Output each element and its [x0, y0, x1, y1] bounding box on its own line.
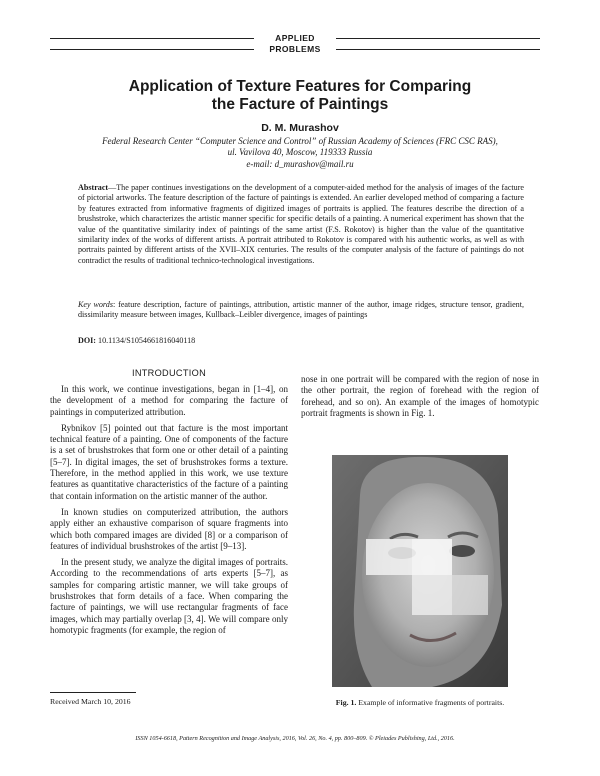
portrait-image — [332, 455, 508, 687]
body-paragraph: Rybnikov [5] pointed out that facture is the most important technical feature of a painting. One of components of the facture is a set of brushstrokes that form one or other detail of a painting [5–7]. In digital images, the set of brushstrokes forms a texture. Therefore, in the method applied in this work, we use texture features as quantitative characteristics of the facture of a painting that contain information on the artistic manner of the author. — [50, 422, 288, 501]
fragment-cheek-right — [452, 575, 488, 615]
author-name: D. M. Murashov — [261, 122, 339, 134]
received-date: Received March 10, 2016 — [50, 697, 131, 706]
body-paragraph: In known studies on computerized attribution, the authors apply either an exhaustive comparison of square fragments into which both compared images are divided [8] or a comparison of features of individual brushstrokes of the artist [9–13]. — [50, 506, 288, 551]
introduction-heading: INTRODUCTION — [131, 368, 207, 378]
body-paragraph: nose in one portrait will be compared with the region of nose in the other portrait, the region of forehead with the region of forehead, and so on). An example of the images of homotypic portrait fragments is shown in Fig. 1. — [301, 374, 539, 418]
doi-value: 10.1134/S1054661816040118 — [96, 336, 196, 345]
body-paragraph: In the present study, we analyze the digital images of portraits. According to the recommendations of arts experts [5–7], as samples for comparing artistic manner, we will take groups of brushstrokes that form details of a face. When comparing the facture of paintings, we will use rectangular fragments of face images, which may partially overlap [3, 4]. We will compare only homotypic fragments (for example, the region of — [50, 557, 288, 635]
right-column — [301, 374, 539, 424]
header-rule-right-bottom — [336, 49, 540, 50]
header-rule-left-bottom — [50, 49, 254, 50]
abstract-label: Abstract — [78, 183, 109, 192]
title-line-1: Application of Texture Features for Comparing — [128, 78, 472, 95]
abstract — [78, 183, 524, 266]
keywords-text: : feature description, facture of paintings, attribution, artistic manner of the author, image ridges, structure tensor, gradient, dissimilarity measure between images, Kullback–Leibler divergence, images of paintings — [78, 300, 524, 320]
figure-caption-label: Fig. 1. — [335, 698, 357, 707]
affiliation-line-2: ul. Vavilova 40, Moscow, 119333 Russia — [227, 147, 373, 158]
doi — [78, 336, 524, 346]
left-column — [50, 384, 288, 641]
body-paragraph: In this work, we continue investigations, began in [1–4], on the development of a method for comparing the facture of paintings in computerized attribution. — [50, 384, 288, 417]
right-eye — [449, 545, 475, 557]
keywords-label: Key words — [78, 300, 113, 309]
footnote-rule — [50, 692, 136, 693]
fragment-nose-bridge — [412, 539, 452, 575]
affiliation-line-1: Federal Research Center “Computer Science and Control” of Russian Academy of Sciences (FRC CSC RAS), — [102, 136, 498, 146]
keywords — [78, 300, 524, 321]
paper-title — [60, 78, 540, 114]
abstract-text: —The paper continues investigations on the development of a computer-aided method for the analysis of images of the facture of pictorial artworks. The feature description of the facture of paintings is extended. An earlier developed method of comparing a facture by features extracted from informative fragments of digitized images of portraits is applied. The features describe the direction of a brushstroke, which characterizes the artistic manner specific for specific details of a painting. A numerical experiment has shown that the value of the quantitative similarity index of paintings of the same artist (F.S. Rokotov) is higher than the value of the quantitative similarity index of the works of different artists. A portrait attributed to Rokotov is compared with his authentic works, as well as with portraits painted by different artists of the XVII–XIX centuries. The results of the computer analysis of the facture of paintings do not contradict the results of traditional technico-technological investigations. — [78, 183, 524, 265]
title-line-2: the Facture of Paintings — [211, 96, 389, 113]
fragment-nose — [412, 575, 452, 615]
figure-portrait — [332, 455, 508, 687]
affiliation-email: e-mail: d_murashov@mail.ru — [246, 158, 354, 169]
journal-info-line: ISSN 1054-6618, Pattern Recognition and Image Analysis, 2016, Vol. 26, No. 4, pp. 800–809. © Pleiades Publishing, Ltd., 2016. — [135, 735, 455, 742]
figure-caption-text: Example of informative fragments of portraits. — [356, 698, 505, 707]
fragment-cheek-left — [366, 539, 412, 575]
section-label-problems: PROBLEMS — [269, 44, 321, 54]
figure-caption — [301, 698, 539, 707]
header-rule-right-top — [336, 38, 540, 39]
doi-label: DOI: — [78, 336, 96, 345]
affiliation — [60, 136, 540, 170]
section-label-applied: APPLIED — [275, 33, 315, 43]
header-rule-left-top — [50, 38, 254, 39]
